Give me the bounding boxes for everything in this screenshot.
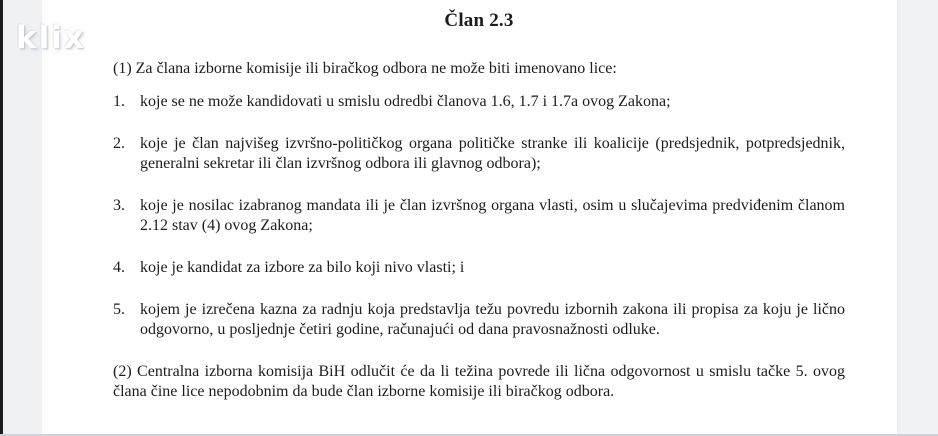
paragraph-2: (2) Centralna izborna komisija BiH odlučit će da li težina povrede ili lična odgovornost u smislu tačke 5. ovog člana čine lice nepodobnim da bude član izborne komisije ili biračkog odbora. (113, 363, 845, 400)
paragraph-1: (1) Za člana izborne komisije ili biračkog odbora ne može biti imenovano lice: (113, 60, 617, 77)
klix-watermark-logo: klix (16, 20, 86, 56)
right-margin-strip (897, 0, 938, 436)
left-margin-strip (3, 0, 42, 436)
list-item-number: 3. (113, 197, 125, 214)
list-item-number: 4. (113, 259, 125, 276)
list-item (113, 300, 845, 340)
list-item (113, 258, 845, 278)
list-item (113, 134, 845, 174)
list-item-text: koje je član najvišeg izvršno-političkog organa političke stranke ili koalicije (predsjednik, potpredsjednik, generalni sekretar ili član izvršnog odbora ili glavnog odbora); (140, 135, 845, 172)
list-item-number: 5. (113, 301, 125, 318)
left-photo-edge (0, 0, 3, 436)
list-item-text: kojem je izrečena kazna za radnju koja predstavlja težu povredu izbornih zakona ili propisa za koju je lično odgovorno, u posljednje četiri godine, računajući od dana pravosnažnosti odluke. (140, 301, 845, 338)
list-item (113, 92, 845, 112)
numbered-list (113, 92, 845, 340)
list-item-text: koje je kandidat za izbore za bilo koji nivo vlasti; i (140, 259, 465, 276)
list-item-number: 1. (113, 93, 125, 110)
list-item-number: 2. (113, 135, 125, 152)
article-title: Član 2.3 (444, 10, 514, 31)
document-page (42, 0, 898, 436)
list-item (113, 196, 845, 236)
list-item-text: koje je nosilac izabranog mandata ili je član izvršnog organa vlasti, osim u slučajevima predviđenim članom 2.12 stav (4) ovog Zakona; (140, 197, 845, 234)
list-item-text: koje se ne može kandidovati u smislu odredbi članova 1.6, 1.7 i 1.7a ovog Zakona; (140, 93, 671, 110)
